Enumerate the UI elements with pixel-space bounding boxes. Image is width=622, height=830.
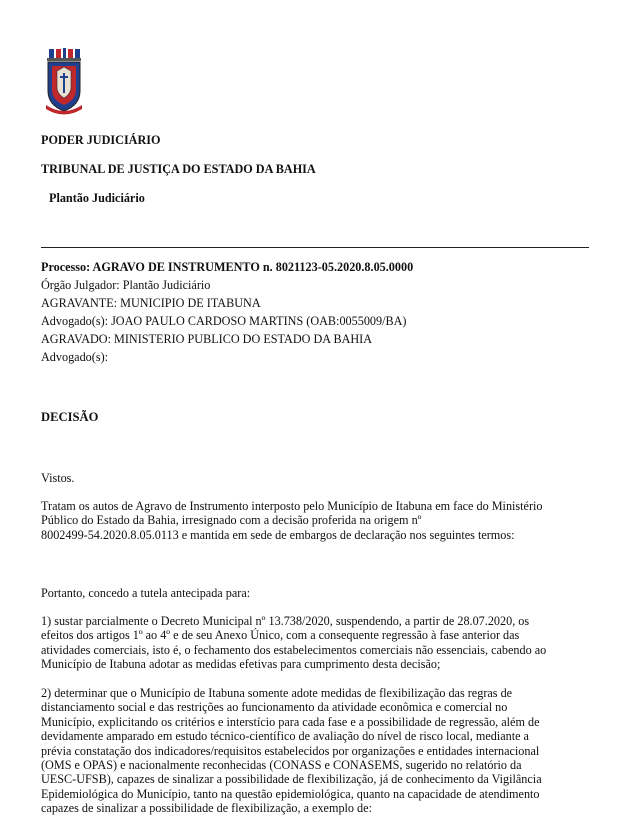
vistos-paragraph: Vistos.: [41, 471, 75, 485]
decisao-title: DECISÃO: [41, 410, 99, 424]
header-poder-judiciario: PODER JUDICIÁRIO: [41, 133, 161, 147]
coat-of-arms-icon: [43, 47, 85, 117]
case-info: [41, 259, 413, 366]
advogado-agravado-line: Advogado(s):: [41, 349, 109, 364]
orgao-line: Órgão Julgador: Plantão Judiciário: [41, 277, 211, 292]
portanto-paragraph: Portanto, concedo a tutela antecipada para:: [41, 586, 251, 600]
tratam-paragraph: Tratam os autos de Agravo de Instrumento interposto pelo Município de Itabuna em face do Ministério Público do Estado da Bahia, irresignado com a decisão proferida na origem nº 8002499-54.2020.8.05.0113 e mantida em sede de embargos de declaração nos seguintes termos:: [41, 499, 543, 542]
advogado-agravante-line: Advogado(s): JOAO PAULO CARDOSO MARTINS (OAB:0055009/BA): [41, 313, 407, 328]
agravado-line: AGRAVADO: MINISTERIO PUBLICO DO ESTADO DA BAHIA: [41, 331, 373, 346]
processo-line: Processo: AGRAVO DE INSTRUMENTO n. 8021123-05.2020.8.05.0000: [41, 260, 414, 274]
header-plantao: Plantão Judiciário: [49, 191, 145, 205]
separator-line: [41, 247, 589, 248]
agravante-line: AGRAVANTE: MUNICIPIO DE ITABUNA: [41, 295, 261, 310]
header-tribunal: TRIBUNAL DE JUSTIÇA DO ESTADO DA BAHIA: [41, 162, 316, 176]
item-2-paragraph: 2) determinar que o Município de Itabuna somente adote medidas de flexibilização das regras de distanciamento social e das restrições ao funcionamento da atividade econômica e comercial no Município, explicitando os critérios e interstício para cada fase e a possibilidade de regressão, além de devidamente amparado em estudo técnico-científico de avaliação do nível de risco local, mediante a prévia constatação dos indicadores/requisitos estabelecidos por organizações e entidades internacional (OMS e OPAS) e nacionalmente reconhecidas (CONASS e CONASEMS, sugerido no relatório da UESC-UFSB), capazes de sinalizar a possibilidade de flexibilização, já de conhecimento da Vigilância Epidemiológica do Município, tanto na questão epidemiológica, quanto na capacidade de atendimento capazes de sinalizar a possibilidade de flexibilização, a exemplo de:: [41, 686, 542, 816]
item-1-paragraph: 1) sustar parcialmente o Decreto Municipal nº 13.738/2020, suspendendo, a partir de 28.07.2020, os efeitos dos artigos 1º ao 4º e de seu Anexo Único, com a consequente regressão à fase anterior das atividades comerciais, isto é, o fechamento dos estabelecimentos comerciais não essenciais, cabendo ao Município de Itabuna adotar as medidas efetivas para cumprimento desta decisão;: [41, 614, 547, 672]
